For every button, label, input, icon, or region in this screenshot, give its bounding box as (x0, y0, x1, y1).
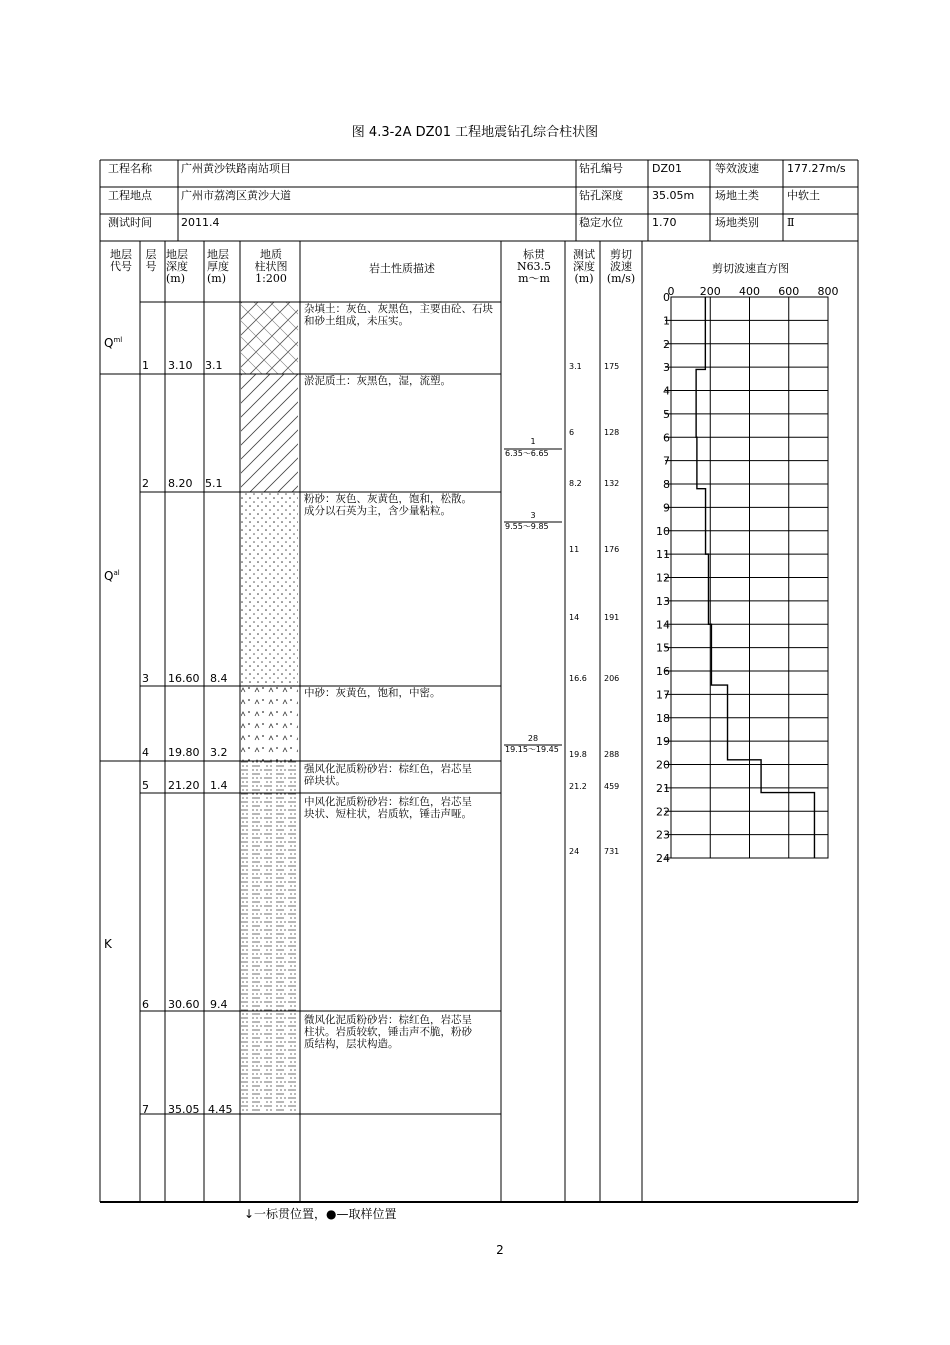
rock-pattern (241, 761, 298, 793)
layer-description: 粉砂：灰色、灰黄色，饱和，松散。成分以石英为主，含少量粘粒。 (304, 493, 472, 517)
project-name-label: 工程名称 (108, 162, 152, 175)
chart-y-tick-label: 21 (656, 781, 670, 795)
silt-pattern (241, 492, 298, 686)
layer-thickness: 1.4 (210, 779, 228, 792)
layer-no: 1 (142, 359, 149, 372)
stratum-code-qml: $Q^{ml}$ (104, 336, 123, 350)
layer-depth: 35.05 (168, 1103, 200, 1116)
layer-thickness: 5.1 (205, 477, 223, 490)
fill-soil-pattern (241, 302, 298, 374)
chart-x-tick-label: 0 (667, 285, 675, 298)
chart-x-tick-label: 600 (778, 285, 800, 298)
layer-thickness: 9.4 (210, 998, 228, 1011)
chart-y-tick-label: 16 (656, 665, 670, 678)
layer-no: 6 (142, 998, 149, 1011)
mud-pattern (241, 374, 298, 492)
test-depth: 8.2 (569, 479, 582, 488)
project-name: 广州黄沙铁路南站项目 (181, 162, 291, 175)
spt-range: 19.15～19.45 (505, 745, 559, 754)
chart-y-tick-label: 1 (663, 314, 670, 328)
test-depth: 3.1 (569, 362, 582, 371)
layer-thickness: 8.4 (210, 672, 228, 685)
chart-y-tick-label: 7 (663, 454, 670, 468)
layer-depth: 19.80 (168, 746, 200, 759)
spt-count: 1 (530, 437, 536, 446)
header-layer-code: 地层 代号 (110, 248, 132, 273)
layer-no: 3 (142, 672, 149, 685)
spt-range: 6.35～6.65 (505, 449, 549, 458)
layer-depth: 8.20 (168, 477, 193, 490)
stratum-code-qal: $Q^{al}$ (104, 569, 120, 583)
layer-depth: 16.60 (168, 672, 200, 685)
layer-depth: 30.60 (168, 998, 200, 1011)
chart-y-tick-label: 2 (663, 337, 670, 351)
test-depth: 11 (569, 545, 580, 554)
chart-x-tick-label: 400 (739, 285, 760, 298)
chart-y-tick-label: 14 (656, 618, 670, 632)
test-vs: 206 (604, 674, 620, 683)
sand-pattern (241, 686, 298, 761)
header-spt: 标贯 N63.5 m～m (516, 248, 552, 285)
chart-y-tick-label: 6 (663, 431, 670, 445)
test-vs: 176 (604, 545, 620, 554)
site-class: Ⅱ (787, 216, 795, 229)
header-depth: 地层 深度 (m) (166, 248, 188, 285)
layer-description: 中砂：灰黄色，饱和，中密。 (304, 687, 441, 699)
chart-y-tick-label: 15 (656, 641, 670, 655)
chart-x-tick-label: 200 (699, 285, 721, 298)
chart-y-tick-label: 13 (656, 594, 670, 608)
location-label: 工程地点 (108, 189, 152, 202)
layer-thickness: 3.2 (210, 746, 228, 759)
chart-y-tick-label: 20 (656, 758, 670, 772)
header-vs: 剪切 波速 (m/s) (606, 248, 636, 285)
header-layer-no: 层 号 (145, 248, 157, 273)
header-desc: 岩土性质描述 (369, 262, 435, 275)
layer-no: 4 (142, 746, 149, 759)
chart-y-tick-label: 10 (656, 524, 670, 538)
layer-no: 5 (142, 779, 149, 792)
test-depth: 16.6 (569, 674, 587, 683)
stratum-code-k: K (104, 937, 112, 951)
layer-no: 2 (142, 477, 149, 490)
layer-depth: 21.20 (168, 779, 200, 792)
bore-depth: 35.05m (652, 189, 695, 202)
bore-no: DZ01 (652, 162, 683, 175)
test-vs: 191 (604, 613, 620, 622)
location: 广州市荔湾区黄沙大道 (181, 189, 291, 202)
layer-depth: 3.10 (168, 359, 193, 372)
bore-no-label: 钻孔编号 (579, 162, 623, 175)
test-depth: 19.8 (569, 750, 587, 759)
test-depth: 14 (569, 613, 580, 622)
header-column: 地质 柱状图 1:200 (254, 248, 288, 285)
chart-x-tick-label: 800 (817, 285, 839, 298)
chart-y-tick-label: 12 (656, 571, 670, 585)
test-vs: 175 (604, 362, 620, 371)
rock-pattern (241, 1011, 298, 1114)
chart-y-tick-label: 9 (663, 501, 670, 515)
test-depth: 24 (569, 847, 580, 856)
test-vs: 459 (604, 782, 620, 791)
chart-y-tick-label: 5 (663, 407, 670, 421)
eq-vs-label: 等效波速 (715, 162, 759, 175)
spt-count: 3 (530, 511, 536, 520)
layer-description: 微风化泥质粉砂岩：棕红色，岩芯呈柱状。岩质较软，锤击声不脆，粉砂质结构，层状构造。 (304, 1014, 472, 1050)
header-test-depth: 测试 深度 (m) (573, 248, 595, 285)
water-level: 1.70 (652, 216, 677, 229)
header-chart: 剪切波速直方图 (712, 262, 789, 275)
soil-type-label: 场地土类 (715, 189, 759, 202)
test-time: 2011.4 (181, 216, 220, 229)
layer-no: 7 (142, 1103, 149, 1116)
layer-thickness: 3.1 (205, 359, 223, 372)
page-number: 2 (496, 1243, 504, 1257)
page-title: 图 4.3-2A DZ01 工程地震钻孔综合柱状图 (351, 125, 599, 140)
rock-pattern (241, 793, 298, 1011)
layer-description: 杂填土：灰色、灰黑色，主要由砼、石块和砂土组成，未压实。 (304, 303, 493, 327)
spt-count: 28 (527, 734, 539, 743)
test-vs: 128 (604, 428, 620, 437)
bore-depth-label: 钻孔深度 (579, 189, 623, 202)
chart-y-tick-label: 22 (656, 805, 670, 819)
vs-histogram-chart (643, 280, 858, 880)
test-time-label: 测试时间 (108, 216, 152, 229)
chart-y-tick-label: 24 (656, 852, 670, 865)
chart-y-tick-label: 23 (656, 828, 670, 842)
legend-note: ↓一标贯位置，●—取样位置 (244, 1207, 397, 1221)
layer-thickness: 4.45 (208, 1103, 233, 1116)
test-depth: 6 (569, 428, 575, 437)
site-class-label: 场地类别 (715, 216, 759, 229)
chart-y-tick-label: 3 (663, 361, 670, 375)
chart-y-tick-label: 0 (663, 291, 670, 304)
test-vs: 132 (604, 479, 620, 488)
header-thickness: 地层 厚度 (m) (207, 248, 229, 285)
test-depth: 21.2 (569, 782, 587, 791)
eq-vs: 177.27m/s (787, 162, 846, 175)
test-vs: 731 (604, 847, 620, 856)
chart-y-tick-label: 11 (656, 548, 670, 562)
soil-type: 中软土 (787, 189, 820, 202)
chart-y-tick-label: 4 (663, 384, 670, 398)
chart-y-tick-label: 17 (656, 688, 670, 702)
layer-description: 淤泥质土：灰黑色，湿，流塑。 (304, 375, 451, 387)
chart-y-tick-label: 19 (656, 735, 670, 749)
spt-range: 9.55～9.85 (505, 522, 549, 531)
layer-description: 强风化泥质粉砂岩：棕红色，岩芯呈碎块状。 (304, 763, 472, 787)
layer-description: 中风化泥质粉砂岩：棕红色，岩芯呈块状、短柱状，岩质软，锤击声哑。 (304, 796, 472, 820)
chart-y-tick-label: 8 (663, 478, 670, 491)
test-vs: 288 (604, 750, 620, 759)
water-label: 稳定水位 (579, 216, 623, 229)
chart-y-tick-label: 18 (656, 711, 670, 725)
